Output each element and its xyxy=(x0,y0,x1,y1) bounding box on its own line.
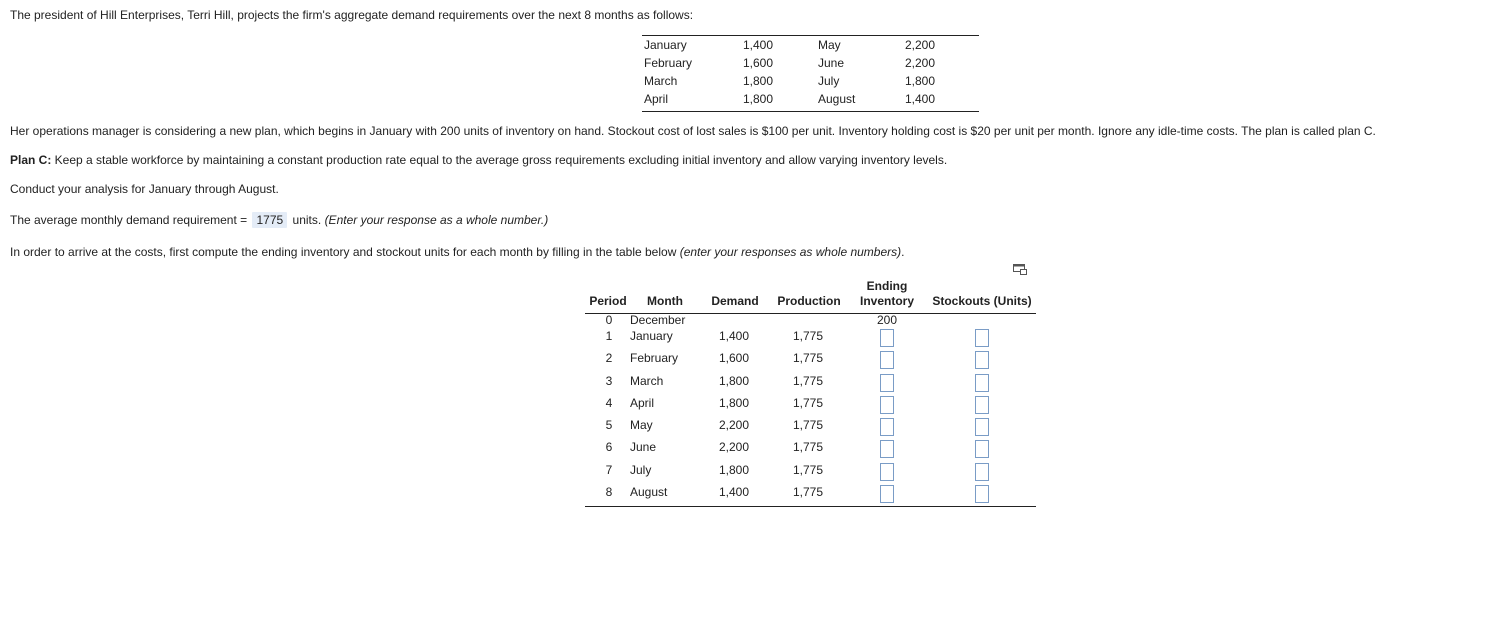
instruction-end: . xyxy=(901,245,905,259)
cell-initial-inventory: 200 xyxy=(877,313,898,327)
demand-month: March xyxy=(644,74,678,88)
table-row xyxy=(585,439,1036,461)
ending-inventory-input[interactable] xyxy=(880,374,894,392)
cell-production: 1,775 xyxy=(793,396,824,410)
stockouts-input[interactable] xyxy=(975,463,989,481)
cell-period: 4 xyxy=(605,396,613,410)
cell-demand: 1,400 xyxy=(719,485,750,499)
demand-value: 2,200 xyxy=(905,38,936,52)
table-row xyxy=(585,417,1036,439)
cell-production: 1,775 xyxy=(793,463,824,477)
demand-month: August xyxy=(818,92,856,106)
cell-period: 2 xyxy=(605,351,613,365)
table-row xyxy=(585,350,1036,372)
demand-value: 1,400 xyxy=(743,38,774,52)
stockouts-input[interactable] xyxy=(975,374,989,392)
demand-month: February xyxy=(644,56,693,70)
ending-inventory-input[interactable] xyxy=(880,440,894,458)
average-prefix: The average monthly demand requirement = xyxy=(10,213,248,227)
plan-text: Keep a stable workforce by maintaining a constant production rate equal to the average gross requirements excluding initial inventory and allow varying inventory levels. xyxy=(51,153,948,167)
cell-period: 3 xyxy=(605,374,613,388)
cell-demand: 1,800 xyxy=(719,374,750,388)
cell-demand: 2,200 xyxy=(719,440,750,454)
stockouts-input[interactable] xyxy=(975,418,989,436)
table-row xyxy=(585,373,1036,395)
demand-month: January xyxy=(644,38,687,52)
intro-text: The president of Hill Enterprises, Terri Hill, projects the firm's aggregate demand requirements over the next 8 months as follows: xyxy=(10,8,694,22)
copy-icon[interactable] xyxy=(1013,264,1027,275)
demand-value: 1,800 xyxy=(743,92,774,106)
instruction-text: In order to arrive at the costs, first compute the ending inventory and stockout units for each month by filling in the table below xyxy=(10,245,680,259)
cell-demand: 2,200 xyxy=(719,418,750,432)
table-row xyxy=(585,395,1036,417)
cell-production: 1,775 xyxy=(793,351,824,365)
demand-month: April xyxy=(644,92,669,106)
cell-month: August xyxy=(630,485,668,499)
header-inventory: Inventory xyxy=(859,294,914,308)
demand-month: May xyxy=(818,38,841,52)
plan-label: Plan C: xyxy=(10,153,52,167)
cell-month: April xyxy=(630,396,655,410)
cell-month: January xyxy=(630,329,673,343)
header-ending: Ending xyxy=(866,279,908,293)
cell-month: March xyxy=(630,374,664,388)
cell-production: 1,775 xyxy=(793,329,824,343)
demand-month: July xyxy=(818,74,840,88)
demand-value: 1,400 xyxy=(905,92,936,106)
demand-value: 1,800 xyxy=(743,74,774,88)
cell-demand: 1,600 xyxy=(719,351,750,365)
cell-period: 0 xyxy=(605,313,613,327)
cell-period: 8 xyxy=(605,485,613,499)
cell-production: 1,775 xyxy=(793,374,824,388)
average-hint: (Enter your response as a whole number.) xyxy=(324,213,549,227)
table-bottom-rule xyxy=(585,506,1036,507)
stockouts-input[interactable] xyxy=(975,351,989,369)
analysis-instruction: Conduct your analysis for January through August. xyxy=(10,182,279,196)
ending-inventory-input[interactable] xyxy=(880,396,894,414)
table-row xyxy=(585,484,1036,506)
ending-inventory-input[interactable] xyxy=(880,463,894,481)
cell-month: December xyxy=(630,313,686,327)
table-instruction xyxy=(10,245,904,259)
cell-month: February xyxy=(630,351,679,365)
table-row xyxy=(585,462,1036,484)
demand-month: June xyxy=(818,56,845,70)
demand-table xyxy=(642,35,979,112)
inventory-table xyxy=(585,278,1036,507)
demand-value: 2,200 xyxy=(905,56,936,70)
stockouts-input[interactable] xyxy=(975,396,989,414)
plan-description: Her operations manager is considering a new plan, which begins in January with 200 units of inventory on hand. Stockout cost of lost sales is $100 per unit. Inventory holding cost is $20 per unit per month. Ignore any idle-time costs. The plan is called plan C. xyxy=(10,124,1376,138)
stockouts-input[interactable] xyxy=(975,329,989,347)
ending-inventory-input[interactable] xyxy=(880,485,894,503)
ending-inventory-input[interactable] xyxy=(880,351,894,369)
plan-c-definition xyxy=(10,153,947,167)
instruction-hint: (enter your responses as whole numbers) xyxy=(679,245,902,259)
cell-production: 1,775 xyxy=(793,418,824,432)
cell-month: June xyxy=(630,440,657,454)
demand-value: 1,600 xyxy=(743,56,774,70)
cell-period: 5 xyxy=(605,418,613,432)
cell-period: 1 xyxy=(605,329,613,343)
cell-production: 1,775 xyxy=(793,485,824,499)
ending-inventory-input[interactable] xyxy=(880,418,894,436)
cell-month: May xyxy=(630,418,653,432)
average-demand-line xyxy=(10,212,548,228)
cell-production: 1,775 xyxy=(793,440,824,454)
header-production: Production xyxy=(777,294,841,308)
cell-period: 7 xyxy=(605,463,613,477)
average-answer[interactable]: 1775 xyxy=(252,212,287,228)
header-stockouts: Stockouts (Units) xyxy=(932,294,1032,308)
stockouts-input[interactable] xyxy=(975,485,989,503)
cell-month: July xyxy=(630,463,652,477)
cell-demand: 1,800 xyxy=(719,463,750,477)
cell-period: 6 xyxy=(605,440,613,454)
header-month: Month xyxy=(647,294,683,308)
header-demand: Demand xyxy=(711,294,759,308)
average-suffix: units. xyxy=(292,213,322,227)
cell-demand: 1,800 xyxy=(719,396,750,410)
stockouts-input[interactable] xyxy=(975,440,989,458)
demand-value: 1,800 xyxy=(905,74,936,88)
table-row xyxy=(585,328,1036,350)
header-period: Period xyxy=(589,294,627,308)
ending-inventory-input[interactable] xyxy=(880,329,894,347)
cell-demand: 1,400 xyxy=(719,329,750,343)
